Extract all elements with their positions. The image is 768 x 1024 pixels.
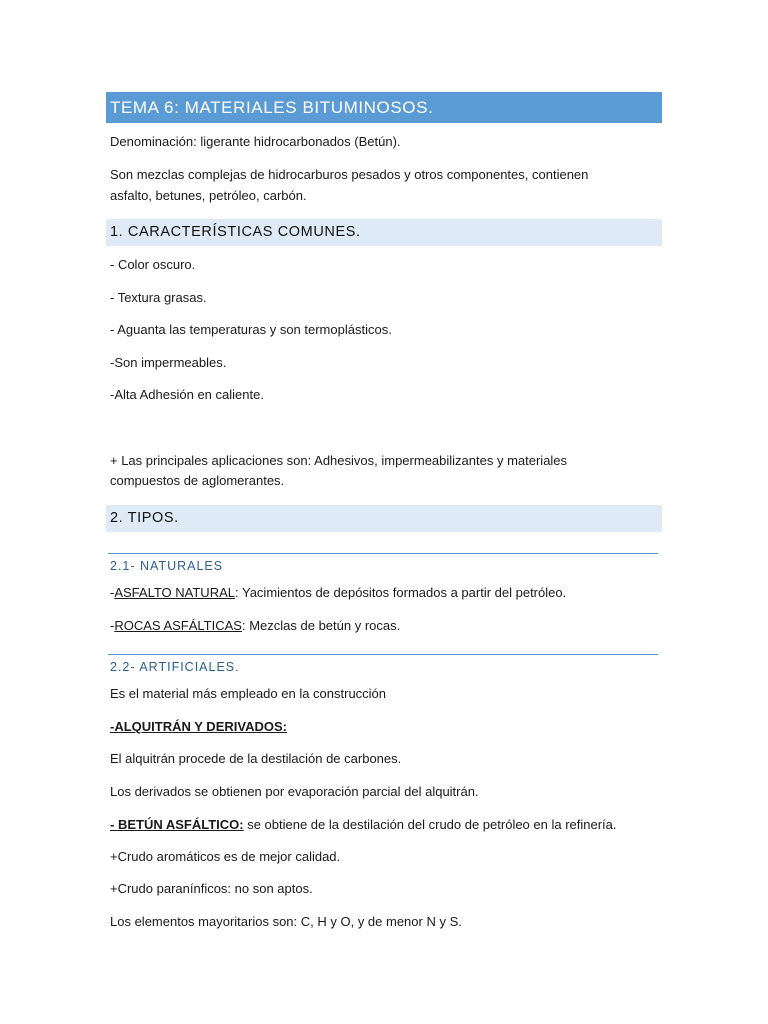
item-description: : Yacimientos de depósitos formados a partir del petróleo. xyxy=(235,585,567,600)
denominacion-text: Denominación: ligerante hidrocarbonados (Betún). xyxy=(110,134,401,149)
subsection-divider xyxy=(108,654,658,655)
item-prefix: - xyxy=(110,585,115,600)
artificiales-intro: Es el material más empleado en la construcción xyxy=(110,686,387,701)
characteristic-item: -Son impermeables. xyxy=(110,355,227,370)
characteristic-item: - Color oscuro. xyxy=(110,257,196,272)
section-1-heading: 1. CARACTERÍSTICAS COMUNES. xyxy=(106,219,662,246)
characteristic-item: - Textura grasas. xyxy=(110,290,207,305)
alquitran-line-1: El alquitrán procede de la destilación de carbones. xyxy=(110,751,402,766)
item-prefix: - xyxy=(110,618,115,633)
subsection-2-2-heading: 2.2- ARTIFICIALES. xyxy=(110,660,240,674)
subsection-2-1-heading: 2.1- NATURALES xyxy=(110,559,224,573)
natural-item-asfalto xyxy=(110,583,566,603)
intro-line-2: asfalto, betunes, petróleo, carbón. xyxy=(110,188,307,203)
term-betun-asfaltico: - BETÚN ASFÁLTICO: xyxy=(110,817,244,832)
applications-line-1: + Las principales aplicaciones son: Adhesivos, impermeabilizantes y materiales xyxy=(110,453,568,468)
document-title: TEMA 6: MATERIALES BITUMINOSOS. xyxy=(106,92,662,123)
item-description: : Mezclas de betún y rocas. xyxy=(241,618,401,633)
natural-item-rocas xyxy=(110,616,400,636)
section-2-heading: 2. TIPOS. xyxy=(106,505,662,532)
term-asfalto-natural: ASFALTO NATURAL xyxy=(114,585,235,600)
crudo-paraninficos-line: +Crudo paranínficos: no son aptos. xyxy=(110,881,313,896)
alquitran-line-2: Los derivados se obtienen por evaporación parcial del alquitrán. xyxy=(110,784,479,799)
elementos-line: Los elementos mayoritarios son: C, H y O, y de menor N y S. xyxy=(110,914,462,929)
applications-line-2: compuestos de aglomerantes. xyxy=(110,473,285,488)
term-rocas-asfalticas: ROCAS ASFÁLTICAS xyxy=(114,618,242,633)
crudo-aromaticos-line: +Crudo aromáticos es de mejor calidad. xyxy=(110,849,341,864)
characteristic-item: - Aguanta las temperaturas y son termoplásticos. xyxy=(110,322,392,337)
betun-asfaltico-line xyxy=(110,815,617,835)
alquitran-heading: -ALQUITRÁN Y DERIVADOS: xyxy=(110,719,287,734)
intro-line-1: Son mezclas complejas de hidrocarburos pesados y otros componentes, contienen xyxy=(110,167,589,182)
characteristic-item: -Alta Adhesión en caliente. xyxy=(110,387,264,402)
betun-description: se obtiene de la destilación del crudo de petróleo en la refinería. xyxy=(243,817,617,832)
subsection-divider xyxy=(108,553,658,554)
